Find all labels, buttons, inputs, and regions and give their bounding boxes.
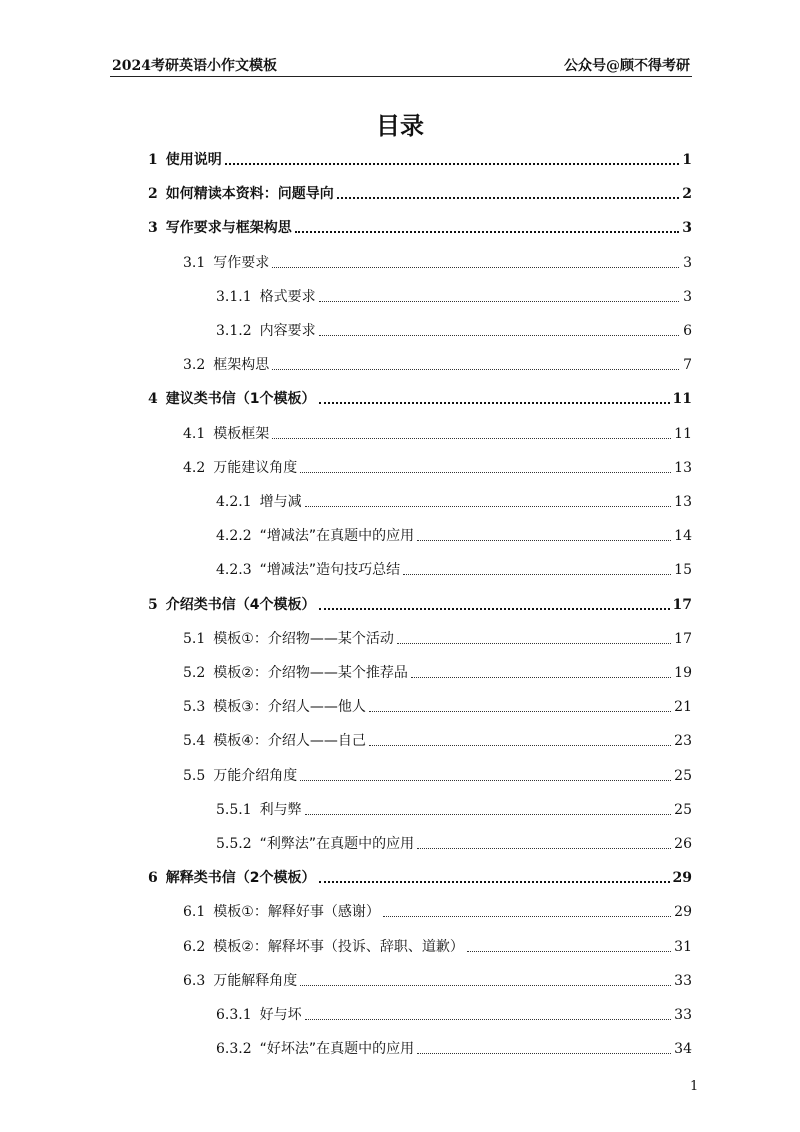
- toc-entry[interactable]: [148, 180, 692, 204]
- toc-entry-page: 3: [682, 220, 692, 236]
- toc-dot-leader: [417, 540, 671, 541]
- toc-entry-label: 万能解释角度: [213, 973, 298, 989]
- toc-entry-label: 模板④：介绍人——自己: [213, 733, 366, 749]
- toc-entry[interactable]: [216, 1035, 692, 1059]
- toc-entry[interactable]: [183, 693, 692, 717]
- toc-entry-page: 21: [674, 699, 692, 715]
- toc-dot-leader: [300, 985, 671, 986]
- toc-entry-page: 13: [674, 494, 692, 510]
- toc-dot-leader: [272, 438, 671, 439]
- toc-entry[interactable]: [183, 420, 692, 444]
- toc-entry[interactable]: [216, 522, 692, 546]
- toc-entry-number: 6: [148, 870, 158, 886]
- toc-entry[interactable]: [183, 454, 692, 478]
- toc-entry-number: 3.1.1: [216, 289, 252, 305]
- toc-entry-label: 模板①：解释好事（感谢）: [213, 904, 380, 920]
- toc-entry-number: 3: [148, 220, 158, 236]
- toc-entry-label: 使用说明: [165, 152, 222, 168]
- toc-entry[interactable]: [148, 864, 692, 888]
- toc-entry[interactable]: [148, 591, 692, 615]
- toc-dot-leader: [411, 677, 671, 678]
- toc-entry-number: 6.2: [183, 939, 206, 955]
- toc-entry-page: 6: [683, 323, 692, 339]
- toc-entry-page: 33: [674, 1007, 692, 1023]
- toc-entry-label: 格式要求: [259, 289, 316, 305]
- toc-entry[interactable]: [183, 898, 692, 922]
- toc-entry-label: 模板②：介绍物——某个推荐品: [213, 665, 408, 681]
- toc-dot-leader: [305, 506, 672, 507]
- toc-dot-leader: [397, 643, 671, 644]
- toc-entry-number: 2: [148, 186, 158, 202]
- toc-dot-leader: [417, 1053, 671, 1054]
- toc-dot-leader: [272, 369, 679, 370]
- toc-entry-label: 模板框架: [213, 426, 270, 442]
- toc-entry-label: 利与弊: [259, 802, 302, 818]
- toc-entry-page: 7: [683, 357, 692, 373]
- toc-entry-label: 解释类书信（2个模板）: [165, 870, 316, 886]
- toc-entry[interactable]: [216, 1001, 692, 1025]
- toc-entry[interactable]: [183, 727, 692, 751]
- toc-entry-label: 写作要求与框架构思: [165, 220, 292, 236]
- toc-entry-number: 5: [148, 597, 158, 613]
- toc-entry-label: 万能介绍角度: [213, 768, 298, 784]
- toc-entry[interactable]: [216, 488, 692, 512]
- toc-dot-leader: [300, 780, 671, 781]
- toc-entry-number: 5.3: [183, 699, 206, 715]
- toc-entry-label: 模板③：介绍人——他人: [213, 699, 366, 715]
- toc-entry-page: 33: [674, 973, 692, 989]
- toc-entry-page: 23: [674, 733, 692, 749]
- toc-entry-page: 15: [674, 562, 692, 578]
- toc-entry-page: 17: [672, 597, 692, 613]
- toc-entry[interactable]: [183, 625, 692, 649]
- page-number: 1: [690, 1079, 699, 1094]
- toc-dot-leader: [319, 335, 679, 336]
- toc-entry-label: 内容要求: [259, 323, 316, 339]
- toc-entry-page: 14: [674, 528, 692, 544]
- toc-entry[interactable]: [148, 146, 692, 170]
- toc-entry-page: 25: [674, 768, 692, 784]
- toc-entry-number: 6.3.2: [216, 1041, 252, 1057]
- toc-entry-number: 3.1.2: [216, 323, 252, 339]
- toc-entry-label: 好与坏: [259, 1007, 302, 1023]
- toc-entry-number: 4.1: [183, 426, 206, 442]
- toc-entry-page: 17: [674, 631, 692, 647]
- toc-entry-page: 3: [683, 255, 692, 271]
- toc-entry[interactable]: [183, 659, 692, 683]
- toc-entry-number: 6.3.1: [216, 1007, 252, 1023]
- toc-entry-number: 5.2: [183, 665, 206, 681]
- toc-entry-page: 31: [674, 939, 692, 955]
- toc-entry[interactable]: [216, 283, 692, 307]
- toc-dot-leader: [305, 814, 672, 815]
- toc-entry-number: 4.2.1: [216, 494, 252, 510]
- toc-entry[interactable]: [183, 933, 692, 957]
- toc-entry-label: 模板①：介绍物——某个活动: [213, 631, 394, 647]
- toc-entry-label: “利弊法”在真题中的应用: [259, 836, 415, 852]
- toc-entry-page: 29: [674, 904, 692, 920]
- toc-entry-number: 3.2: [183, 357, 206, 373]
- toc-entry-page: 1: [682, 152, 692, 168]
- toc-entry[interactable]: [183, 967, 692, 991]
- toc-dot-leader: [369, 745, 671, 746]
- toc-dot-leader: [369, 711, 671, 712]
- toc-dot-leader: [319, 608, 670, 610]
- toc-dot-leader: [225, 163, 679, 165]
- toc-entry[interactable]: [148, 385, 692, 409]
- toc-dot-leader: [337, 197, 679, 199]
- toc-entry-label: “增减法”造句技巧总结: [259, 562, 401, 578]
- toc-entry-number: 4.2: [183, 460, 206, 476]
- toc-entry[interactable]: [148, 214, 692, 238]
- toc-dot-leader: [305, 1019, 672, 1020]
- toc-entry-number: 5.5.1: [216, 802, 252, 818]
- toc-entry-number: 3.1: [183, 255, 206, 271]
- toc-dot-leader: [295, 231, 679, 233]
- toc-entry[interactable]: [216, 317, 692, 341]
- toc-entry-label: 建议类书信（1个模板）: [165, 391, 316, 407]
- toc-entry-number: 6.3: [183, 973, 206, 989]
- toc-entry-label: 增与减: [259, 494, 302, 510]
- toc-entry-page: 11: [674, 426, 692, 442]
- toc-dot-leader: [383, 916, 671, 917]
- toc-entry-label: “增减法”在真题中的应用: [259, 528, 415, 544]
- toc-entry-page: 19: [674, 665, 692, 681]
- toc-entry-number: 5.1: [183, 631, 206, 647]
- toc-entry-label: 如何精读本资料：问题导向: [165, 186, 334, 202]
- header-title: 2024考研英语小作文模板: [112, 58, 277, 74]
- toc-entry[interactable]: [183, 351, 692, 375]
- toc-dot-leader: [417, 848, 671, 849]
- toc-entry-page: 26: [674, 836, 692, 852]
- toc-dot-leader: [272, 267, 679, 268]
- toc-entry-label: 模板②：解释坏事（投诉、辞职、道歉）: [213, 939, 464, 955]
- toc-entry[interactable]: [183, 249, 692, 273]
- toc-entry-number: 4: [148, 391, 158, 407]
- toc-entry-label: 介绍类书信（4个模板）: [165, 597, 316, 613]
- toc-entry-number: 4.2.3: [216, 562, 252, 578]
- toc-entry-number: 4.2.2: [216, 528, 252, 544]
- toc-entry[interactable]: [183, 762, 692, 786]
- toc-entry-page: 3: [683, 289, 692, 305]
- toc-dot-leader: [319, 301, 679, 302]
- toc-dot-leader: [403, 574, 671, 575]
- toc-entry-page: 11: [672, 391, 692, 407]
- toc-entry[interactable]: [216, 796, 692, 820]
- toc-entry-number: 5.5: [183, 768, 206, 784]
- toc-entry-page: 34: [674, 1041, 692, 1057]
- header-source: 公众号@顾不得考研: [564, 58, 690, 74]
- toc-dot-leader: [319, 402, 670, 404]
- toc-entry-number: 5.5.2: [216, 836, 252, 852]
- toc-title: 目录: [376, 112, 424, 140]
- toc-entry-label: 万能建议角度: [213, 460, 298, 476]
- toc-entry-page: 29: [672, 870, 692, 886]
- toc-dot-leader: [300, 472, 671, 473]
- toc-entry-number: 6.1: [183, 904, 206, 920]
- toc-entry-page: 13: [674, 460, 692, 476]
- toc-entry-page: 25: [674, 802, 692, 818]
- toc-entry-label: “好坏法”在真题中的应用: [259, 1041, 415, 1057]
- toc-entry-number: 1: [148, 152, 158, 168]
- toc-dot-leader: [467, 951, 671, 952]
- toc-dot-leader: [319, 881, 670, 883]
- toc-entry[interactable]: [216, 556, 692, 580]
- toc-entry-page: 2: [682, 186, 692, 202]
- toc-entry-label: 框架构思: [213, 357, 270, 373]
- toc-entry[interactable]: [216, 830, 692, 854]
- toc-entry-label: 写作要求: [213, 255, 270, 271]
- toc-entry-number: 5.4: [183, 733, 206, 749]
